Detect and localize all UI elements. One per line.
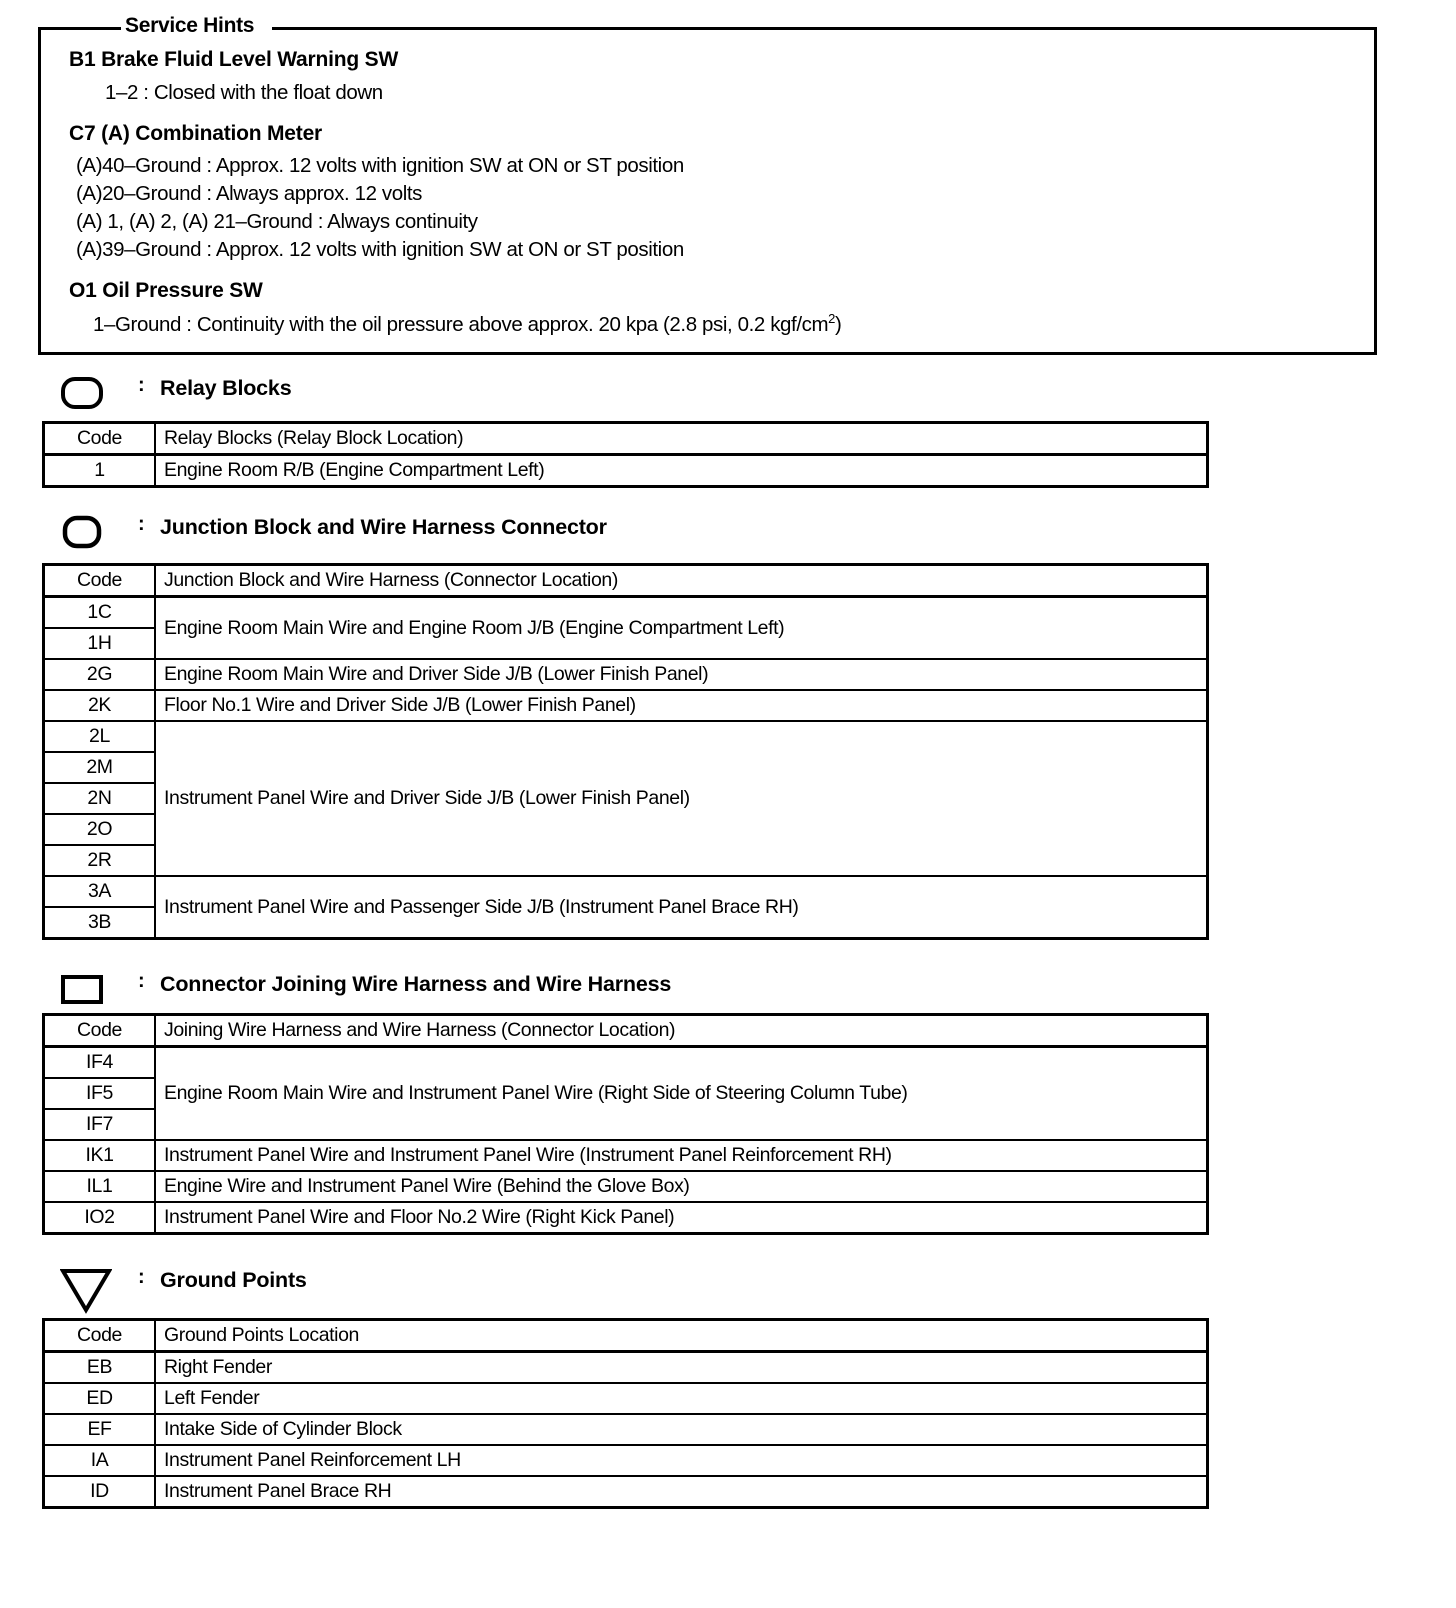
- location-cell: Instrument Panel Reinforcement LH: [155, 1445, 1208, 1476]
- table-row: [44, 1476, 1208, 1508]
- location-cell: Floor No.1 Wire and Driver Side J/B (Lower Finish Panel): [155, 690, 1208, 721]
- header-location: Joining Wire Harness and Wire Harness (Connector Location): [155, 1015, 1208, 1047]
- location-cell: Instrument Panel Wire and Passenger Side J/B (Instrument Panel Brace RH): [155, 876, 1208, 939]
- code-table: [42, 1013, 1209, 1235]
- location-cell: Instrument Panel Brace RH: [155, 1476, 1208, 1508]
- hint-heading-c7: C7 (A) Combination Meter: [69, 122, 323, 145]
- header-location: Junction Block and Wire Harness (Connector Location): [155, 565, 1208, 597]
- code-cell: IL1: [44, 1171, 156, 1202]
- colon: :: [138, 970, 145, 992]
- table-row: [44, 721, 1208, 752]
- table-row: [44, 690, 1208, 721]
- table-row: [44, 1383, 1208, 1414]
- location-cell: Instrument Panel Wire and Driver Side J/B (Lower Finish Panel): [155, 721, 1208, 876]
- header-code: Code: [44, 1015, 156, 1047]
- code-cell: 3A: [44, 876, 156, 907]
- ground-triangle-icon: [60, 1268, 112, 1319]
- location-cell: Right Fender: [155, 1352, 1208, 1384]
- colon: :: [138, 374, 145, 396]
- code-table: [42, 1318, 1209, 1509]
- code-cell: 1: [44, 455, 156, 487]
- code-cell: 3B: [44, 907, 156, 939]
- header-code: Code: [44, 1320, 156, 1352]
- location-cell: Instrument Panel Wire and Instrument Panel Wire (Instrument Panel Reinforcement RH): [155, 1140, 1208, 1171]
- table-row: [44, 1352, 1208, 1384]
- location-cell: Engine Wire and Instrument Panel Wire (Behind the Glove Box): [155, 1171, 1208, 1202]
- header-code: Code: [44, 565, 156, 597]
- code-cell: 2K: [44, 690, 156, 721]
- hint-line: (A)40–Ground : Approx. 12 volts with ignition SW at ON or ST position: [76, 154, 684, 177]
- relay-block-rounded-icon: [60, 376, 104, 415]
- table-row: [44, 1445, 1208, 1476]
- code-cell: IF4: [44, 1047, 156, 1079]
- table-row: [44, 1202, 1208, 1234]
- table-header-row: [44, 565, 1208, 597]
- code-cell: ED: [44, 1383, 156, 1414]
- hint-line-suffix: ): [835, 312, 842, 336]
- hint-line: (A) 1, (A) 2, (A) 21–Ground : Always continuity: [76, 210, 478, 233]
- hint-heading-o1: O1 Oil Pressure SW: [69, 279, 263, 302]
- hint-line: (A)39–Ground : Approx. 12 volts with ignition SW at ON or ST position: [76, 238, 684, 261]
- hint-line: (A)20–Ground : Always approx. 12 volts: [76, 182, 423, 205]
- table-row: [44, 659, 1208, 690]
- hint-heading-b1: B1 Brake Fluid Level Warning SW: [69, 48, 399, 71]
- code-cell: EF: [44, 1414, 156, 1445]
- table-row: [44, 1140, 1208, 1171]
- code-cell: IA: [44, 1445, 156, 1476]
- code-cell: IF7: [44, 1109, 156, 1140]
- table-row: [44, 455, 1208, 487]
- location-cell: Instrument Panel Wire and Floor No.2 Wire (Right Kick Panel): [155, 1202, 1208, 1234]
- location-cell: Engine Room Main Wire and Instrument Panel Wire (Right Side of Steering Column Tube): [155, 1047, 1208, 1141]
- hint-line: 1–2 : Closed with the float down: [105, 81, 383, 104]
- code-cell: IO2: [44, 1202, 156, 1234]
- header-code: Code: [44, 423, 156, 455]
- code-cell: 2L: [44, 721, 156, 752]
- code-table: [42, 421, 1209, 488]
- table-header-row: [44, 1320, 1208, 1352]
- table-row: [44, 1171, 1208, 1202]
- code-cell: 2O: [44, 814, 156, 845]
- location-cell: Engine Room R/B (Engine Compartment Left): [155, 455, 1208, 487]
- code-cell: 2N: [44, 783, 156, 814]
- code-cell: 1H: [44, 628, 156, 659]
- code-cell: EB: [44, 1352, 156, 1384]
- table-row: [44, 1047, 1208, 1079]
- code-cell: ID: [44, 1476, 156, 1508]
- section-title: Relay Blocks: [160, 376, 292, 400]
- code-cell: IF5: [44, 1078, 156, 1109]
- location-cell: Intake Side of Cylinder Block: [155, 1414, 1208, 1445]
- hint-line-text: 1–Ground : Continuity with the oil pressure above approx. 20 kpa (2.8 psi, 0.2 kgf/cm: [93, 312, 829, 336]
- table-row: [44, 876, 1208, 907]
- header-location: Ground Points Location: [155, 1320, 1208, 1352]
- section-title: Junction Block and Wire Harness Connector: [160, 515, 607, 539]
- code-cell: 2G: [44, 659, 156, 690]
- code-table: [42, 563, 1209, 940]
- section-title: Connector Joining Wire Harness and Wire Harness: [160, 972, 672, 996]
- service-hints-box: [38, 14, 1377, 355]
- code-cell: 2M: [44, 752, 156, 783]
- code-cell: 1C: [44, 597, 156, 629]
- colon: :: [138, 1266, 145, 1288]
- location-cell: Engine Room Main Wire and Driver Side J/B (Lower Finish Panel): [155, 659, 1208, 690]
- table-row: [44, 597, 1208, 629]
- table-row: [44, 1414, 1208, 1445]
- table-header-row: [44, 423, 1208, 455]
- hint-line-o1: [93, 311, 841, 337]
- service-hints-title: Service Hints: [121, 14, 272, 38]
- table-header-row: [44, 1015, 1208, 1047]
- connector-square-icon: [60, 972, 104, 1011]
- superscript: 2: [828, 311, 836, 326]
- code-cell: IK1: [44, 1140, 156, 1171]
- header-location: Relay Blocks (Relay Block Location): [155, 423, 1208, 455]
- code-cell: 2R: [44, 845, 156, 876]
- section-title: Ground Points: [160, 1268, 307, 1292]
- colon: :: [138, 513, 145, 535]
- location-cell: Left Fender: [155, 1383, 1208, 1414]
- junction-block-rounded-icon: [60, 515, 104, 554]
- location-cell: Engine Room Main Wire and Engine Room J/B (Engine Compartment Left): [155, 597, 1208, 660]
